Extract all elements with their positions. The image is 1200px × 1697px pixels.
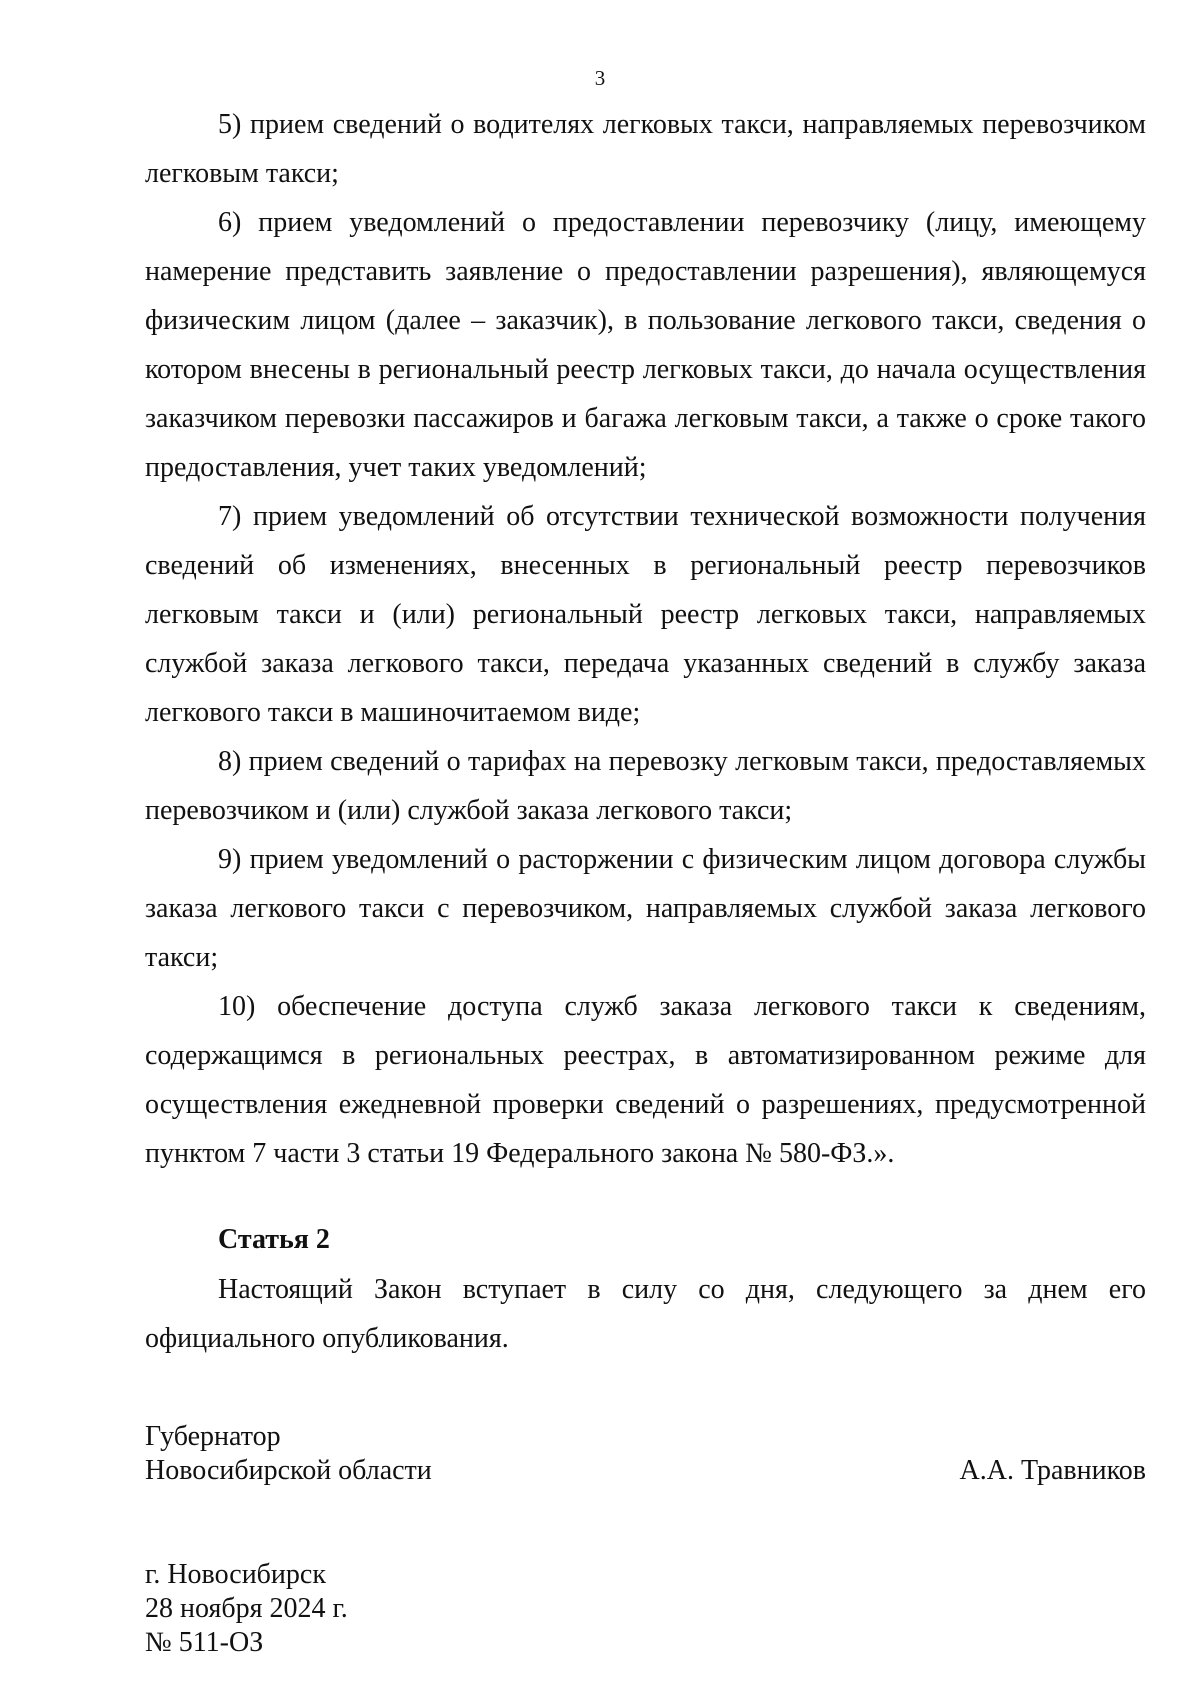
item-number: 9): [218, 844, 242, 875]
item-text: прием сведений о тарифах на перевозку легковым такси, предоставляемых перевозчиком и (или) службой заказа легкового такси;: [145, 746, 1146, 826]
list-item-10: [145, 982, 1146, 1178]
item-text: прием сведений о водителях легковых такси, направляемых перевозчиком легковым такси;: [145, 109, 1146, 189]
list-item-5: [145, 100, 1146, 198]
item-number: 8): [218, 746, 242, 777]
item-text: прием уведомлений об отсутствии технической возможности получения сведений об изменениях, внесенных в региональный реестр перевозчиков легковым такси и (или) региональный реестр легковых такси, направляемых службой заказа легкового такси, передача указанных сведений в службу заказа легкового такси в машиночитаемом виде;: [145, 501, 1146, 728]
item-text: прием уведомлений о предоставлении перевозчику (лицу, имеющему намерение представить заявление о предоставлении разрешения), являющемуся физическим лицом (далее – заказчик), в пользование легкового такси, сведения о котором внесены в региональный реестр легковых такси, до начала осуществления заказчиком перевозки пассажиров и багажа легковым такси, а также о сроке такого предоставления, учет таких уведомлений;: [145, 207, 1146, 483]
footer-number: № 511-ОЗ: [145, 1627, 264, 1658]
signature-name: А.А. Травников: [959, 1455, 1146, 1486]
item-number: 10): [218, 991, 256, 1022]
list-items: [145, 100, 1146, 1178]
footer-city: г. Новосибирск: [145, 1559, 326, 1590]
signature-title-line2: Новосибирской области: [145, 1455, 432, 1486]
signature-title-line1: Губернатор: [145, 1421, 281, 1452]
signature-block: [145, 1420, 1146, 1488]
list-item-8: [145, 737, 1146, 835]
item-text: прием уведомлений о расторжении с физическим лицом договора службы заказа легкового такси с перевозчиком, направляемых службой заказа легкового такси;: [145, 844, 1146, 973]
page-number: 3: [594, 66, 606, 90]
document-footer: [145, 1558, 348, 1660]
article-body: [145, 1265, 1146, 1363]
item-number: 6): [218, 207, 242, 238]
list-item-7: [145, 492, 1146, 737]
item-number: 5): [218, 109, 242, 140]
item-text: обеспечение доступа служб заказа легкового такси к сведениям, содержащимся в региональных реестрах, в автоматизированном режиме для осуществления ежедневной проверки сведений о разрешениях, предусмотренной пунктом 7 части 3 статьи 19 Федерального закона № 580-ФЗ.».: [145, 991, 1147, 1169]
article-paragraph: Настоящий Закон вступает в силу со дня, следующего за днем его официального опубликования.: [145, 1274, 1146, 1354]
footer-date: 28 ноября 2024 г.: [145, 1593, 348, 1624]
list-item-9: [145, 835, 1146, 982]
list-item-6: [145, 198, 1146, 492]
item-number: 7): [218, 501, 242, 532]
article-heading: Статья 2: [218, 1224, 330, 1255]
